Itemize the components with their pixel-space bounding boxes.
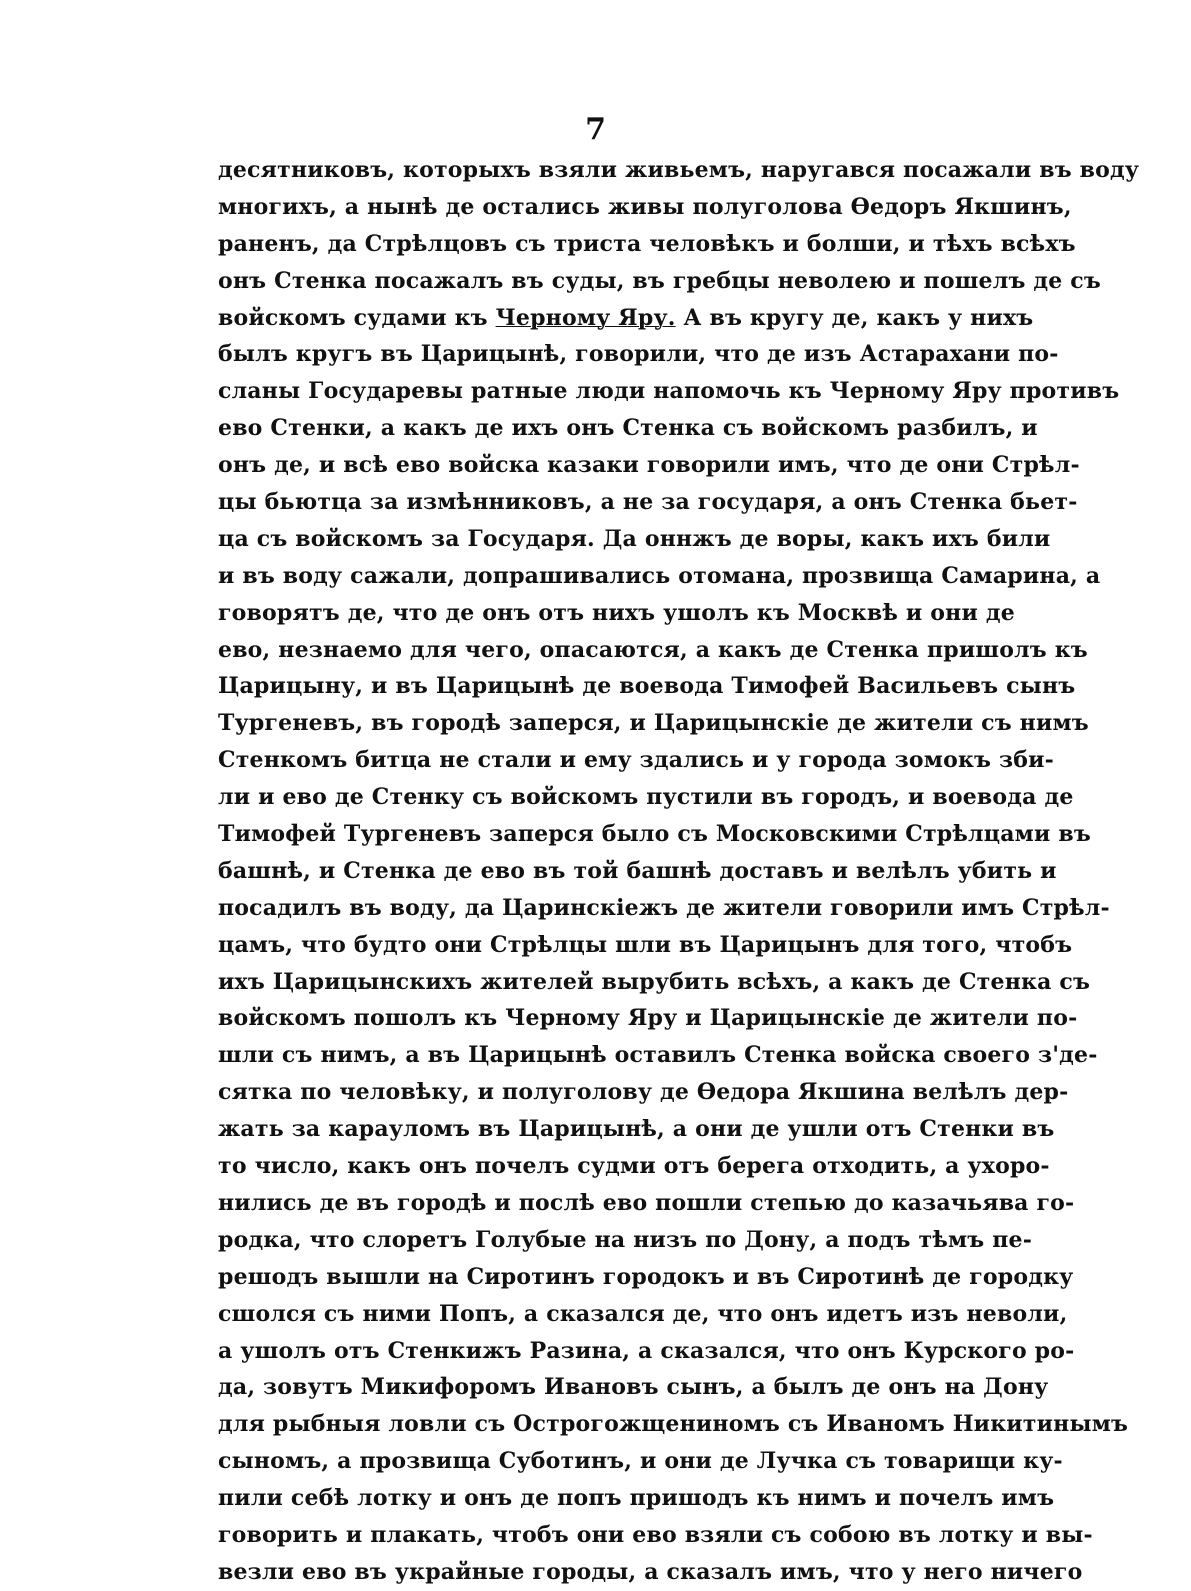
text-line: раненъ, да Стрѣлцовъ съ триста человѣкъ и болши, и тѣхъ всѣхъ [218, 230, 1076, 257]
text-line: ихъ Царицынскихъ жителей вырубить всѣхъ, а какъ де Стенка съ [218, 968, 1091, 995]
text-line: войскомъ пошолъ къ Черному Яру и Царицынскіе де жители по- [218, 1005, 1078, 1032]
text-line: решодъ вышли на Сиротинъ городокъ и въ Сиротинѣ де городку [218, 1263, 1074, 1290]
text-line: Тимофей Тургеневъ заперся было съ Московскими Стрѣлцами въ [218, 821, 1091, 848]
text-line: былъ кругъ въ Царицынѣ, говорили, что де изъ Астарахани по- [218, 341, 1059, 368]
text-line: ево Стенки, а какъ де ихъ онъ Стенка съ войскомъ разбилъ, и [218, 415, 1038, 442]
text-line: ли и ево де Стенку съ войскомъ пустили въ городъ, и воевода де [218, 784, 1074, 811]
text-line: онъ де, и всѣ ево войска казаки говорили имъ, что де они Стрѣл- [218, 452, 1080, 479]
text-line: многихъ, а нынѣ де остались живы полуголова Ѳедоръ Якшинъ, [218, 193, 1072, 220]
text-line: для рыбныя ловли съ Острогожщениномъ съ Иваномъ Никитинымъ [218, 1411, 1129, 1438]
page-number: 7 [585, 112, 606, 147]
text-line: посадилъ въ воду, да Царинскіежъ де жители говорили имъ Стрѣл- [218, 894, 1110, 921]
text-line: десятниковъ, которыхъ взяли живьемъ, наругався посажали въ воду [218, 157, 1140, 183]
text-line: то число, какъ онъ почелъ судми отъ берега отходить, а ухоро- [218, 1153, 1050, 1180]
text-line: сятка по человѣку, и полуголову де Ѳедора Якшина велѣлъ дер- [218, 1079, 1069, 1106]
text-segment: А въ кругу де, какъ у нихъ [675, 304, 1034, 331]
text-segment: войскомъ судами къ [218, 304, 496, 331]
text-line: родка, что слоретъ Голубые на низъ по Дону, а подъ тѣмъ пе- [218, 1226, 1033, 1253]
text-line-with-underline [218, 300, 1034, 337]
text-line: башнѣ, и Стенка де ево въ той башнѣ доставъ и велѣлъ убить и [218, 857, 1057, 884]
text-line: сшолся съ ними Попъ, а сказался де, что онъ идетъ изъ неволи, [218, 1300, 1068, 1327]
text-line: везли ево въ украйные городы, а сказалъ имъ, что у него ничего [218, 1558, 1083, 1585]
text-line: онъ Стенка посажалъ въ суды, въ гребцы неволею и пошелъ де съ [218, 267, 1101, 294]
text-line: Стенкомъ битца не стали и ему здались и у города зомокъ зби- [218, 747, 1054, 774]
underlined-place-name: Черному Яру. [495, 304, 676, 331]
text-line: и въ воду сажали, допрашивались отомана, прозвища Самарина, а [218, 562, 1101, 589]
text-line: Царицыну, и въ Царицынѣ де воевода Тимофей Васильевъ сынъ [218, 673, 1076, 700]
text-line: жать за карауломъ въ Царицынѣ, а они де ушли отъ Стенки въ [218, 1116, 1055, 1143]
text-line: говорятъ де, что де онъ отъ нихъ ушолъ къ Москвѣ и они де [218, 599, 1015, 626]
text-line: ца съ войскомъ за Государя. Да оннжъ де воры, какъ ихъ били [218, 525, 1051, 552]
text-line: ево, незнаемо для чего, опасаются, а какъ де Стенка пришолъ къ [218, 636, 1088, 663]
text-line: нились де въ городѣ и послѣ ево пошли степью до казачьява го- [218, 1189, 1075, 1216]
text-line: а ушолъ отъ Стенкижъ Разина, а сказался, что онъ Курского ро- [218, 1337, 1075, 1364]
text-line: шли съ нимъ, а въ Царицынѣ оставилъ Стенка войска своего з'де- [218, 1042, 1098, 1069]
text-line: пили себѣ лотку и онъ де попъ пришодъ къ нимъ и почелъ имъ [218, 1485, 1055, 1512]
text-line: Тургеневъ, въ городѣ заперся, и Царицынскіе де жители съ нимъ [218, 710, 1089, 737]
text-line: сланы Государевы ратные люди напомочь къ Черному Яру противъ [218, 378, 1120, 405]
text-line: цы бьютца за измѣнниковъ, а не за государя, а онъ Стенка бьет- [218, 489, 1078, 516]
text-line: говорить и плакать, чтобъ они ево взяли съ собою въ лотку и вы- [218, 1521, 1093, 1548]
text-line: да, зовутъ Микифоромъ Ивановъ сынъ, а былъ де онъ на Дону [218, 1374, 1049, 1401]
text-line: цамъ, что будто они Стрѣлцы шли въ Царицынъ для того, чтобъ [218, 931, 1073, 958]
body-text [218, 152, 1140, 1591]
text-line: сыномъ, а прозвища Суботинъ, и они де Лучка съ товарищи ку- [218, 1448, 1063, 1475]
